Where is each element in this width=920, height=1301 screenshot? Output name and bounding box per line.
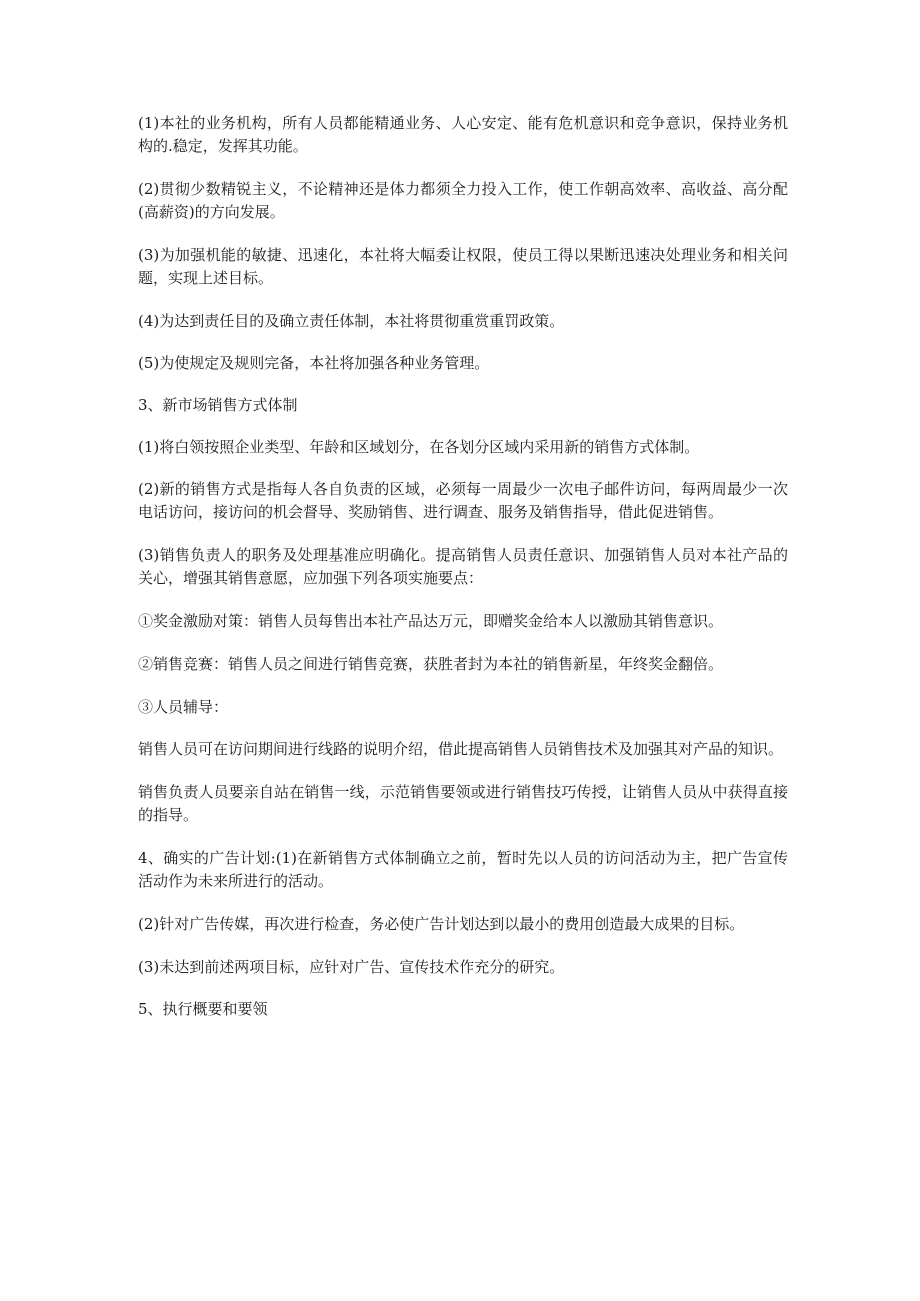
paragraph-frontline-demonstration: 销售负责人员要亲自站在销售一线，示范销售要领或进行销售技巧传授，让销售人员从中获得直接的指导。 xyxy=(138,783,788,824)
paragraph-bonus-incentive: ①奖金激励对策：销售人员每售出本社产品达万元，即赠奖金给本人以激励其销售意识。 xyxy=(138,612,724,630)
paragraph-staff-coaching: ③人员辅导： xyxy=(138,698,229,716)
paragraph-sales-responsibility: (3)销售负责人的职务及处理基准应明确化。提高销售人员责任意识、加强销售人员对本社产品的关心，增强其销售意愿，应加强下列各项实施要点： xyxy=(138,546,788,587)
section-heading-execution: 5、执行概要和要领 xyxy=(138,1000,268,1018)
paragraph-business-organization: (1)本社的业务机构，所有人员都能精通业务、人心安定、能有危机意识和竞争意识，保持业务机构的.稳定，发挥其功能。 xyxy=(138,114,788,155)
paragraph-delegation: (3)为加强机能的敏捷、迅速化，本社将大幅委让权限，使员工得以果断迅速决处理业务和相关问题，实现上述目标。 xyxy=(138,246,788,287)
paragraph-route-introduction: 销售人员可在访问期间进行线路的说明介绍，借此提高销售人员销售技术及加强其对产品的知识。 xyxy=(138,740,784,758)
paragraph-reward-punishment: (4)为达到责任目的及确立责任体制，本社将贯彻重赏重罚政策。 xyxy=(138,312,565,330)
paragraph-advertising-research: (3)未达到前述两项目标，应针对广告、宣传技术作充分的研究。 xyxy=(138,958,565,976)
paragraph-new-sales-method: (2)新的销售方式是指每人各自负责的区域，必须每一周最少一次电子邮件访问，每两周最少一次电话访问，接访问的机会督导、奖励销售、进行调查、服务及销售指导，借此促进销售。 xyxy=(138,480,788,521)
document-body xyxy=(138,112,788,1040)
paragraph-region-division: (1)将白领按照企业类型、年龄和区域划分，在各划分区域内采用新的销售方式体制。 xyxy=(138,438,700,456)
paragraph-advertising-plan: 4、确实的广告计划:(1)在新销售方式体制确立之前，暂时先以人员的访问活动为主，把广告宣传活动作为未来所进行的活动。 xyxy=(138,849,788,890)
section-heading-sales-system: 3、新市场销售方式体制 xyxy=(138,396,298,414)
paragraph-sales-competition: ②销售竞赛：销售人员之间进行销售竞赛，获胜者封为本社的销售新星，年终奖金翻倍。 xyxy=(138,655,724,673)
paragraph-elite-principle: (2)贯彻少数精锐主义，不论精神还是体力都须全力投入工作，使工作朝高效率、高收益、高分配(高薪资)的方向发展。 xyxy=(138,180,788,221)
paragraph-business-management: (5)为使规定及规则完备，本社将加强各种业务管理。 xyxy=(138,354,490,372)
paragraph-media-review: (2)针对广告传媒，再次进行检查，务必使广告计划达到以最小的费用创造最大成果的目标。 xyxy=(138,915,745,933)
